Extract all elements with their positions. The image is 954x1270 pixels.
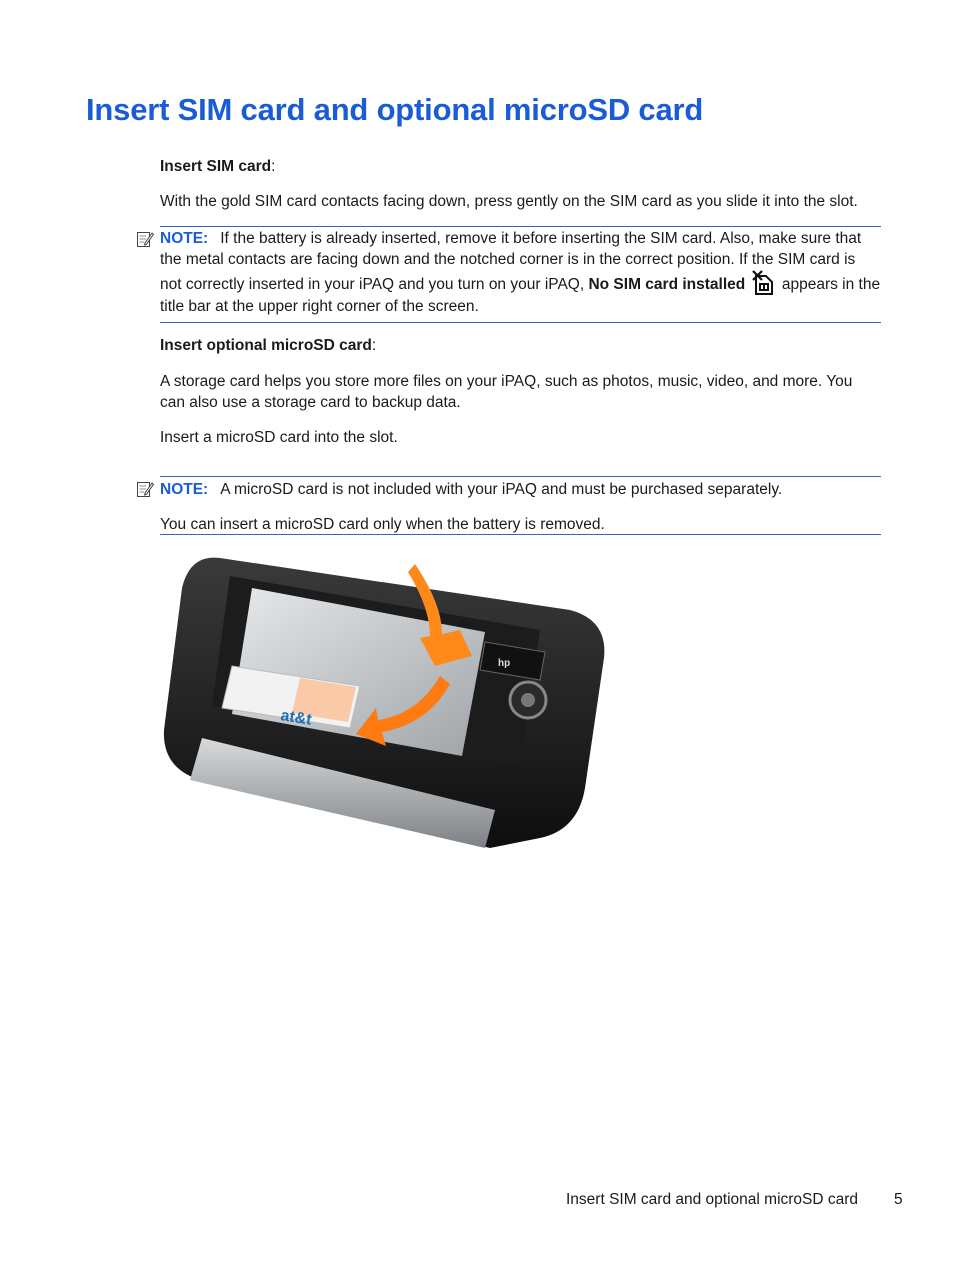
note-pencil-icon <box>136 230 154 248</box>
microsd-brand-label: hp <box>498 658 511 669</box>
sd-heading-colon: : <box>371 337 377 354</box>
note-microsd <box>160 476 881 535</box>
sim-carrier-label: at&t <box>279 707 313 729</box>
note-line-2: You can insert a microSD card only when the battery is removed. <box>160 516 605 533</box>
no-sim-label: No SIM card installed <box>588 276 746 293</box>
note-text-before: If the battery is already inserted, remove it before inserting the SIM card. Also, make sure that the metal contacts are facing down and the notched corner is in the correct position. If the SIM card is not correctly inserted in your iPAQ and you turn on your iPAQ, <box>160 230 862 293</box>
page-title: Insert SIM card and optional microSD card <box>86 92 704 127</box>
sim-body: With the gold SIM card contacts facing down, press gently on the SIM card as you slide it into the slot. <box>160 193 858 210</box>
sd-heading-text: Insert optional microSD card <box>160 337 372 354</box>
note-line-1: A microSD card is not included with your iPAQ and must be purchased separately. <box>220 481 783 498</box>
device-photo <box>160 548 610 850</box>
note-label: NOTE: <box>160 230 209 247</box>
sim-heading-text: Insert SIM card <box>160 158 272 175</box>
sim-heading-colon: : <box>271 158 276 175</box>
note-label: NOTE: <box>160 481 209 498</box>
no-sim-card-icon <box>752 270 776 296</box>
note-battery <box>160 226 881 323</box>
sd-heading <box>160 335 880 356</box>
note-text-after: appears in the title bar at the upper right corner of the screen. <box>160 276 881 315</box>
sim-heading <box>160 156 880 177</box>
footer-page-number: 5 <box>894 1191 903 1208</box>
footer-section-title: Insert SIM card and optional microSD card <box>566 1191 859 1208</box>
note-pencil-icon <box>136 480 154 498</box>
sd-body-2: Insert a microSD card into the slot. <box>160 429 398 446</box>
sd-body-1: A storage card helps you store more files on your iPAQ, such as photos, music, video, and more. You can also use a storage card to backup data. <box>160 373 853 411</box>
